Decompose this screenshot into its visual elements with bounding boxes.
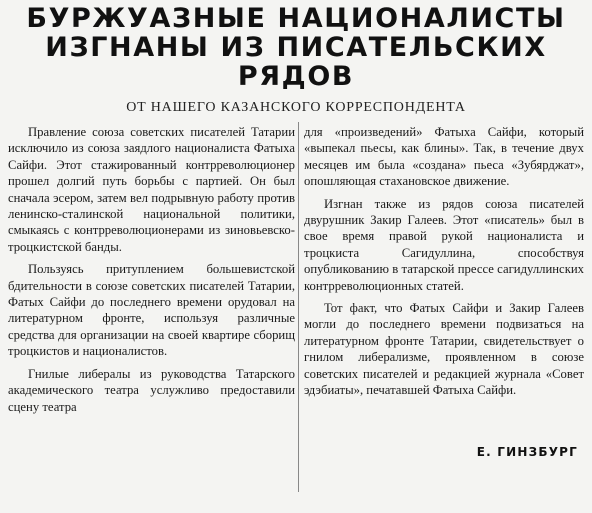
paragraph: Правление союза советских писателей Татарии исключило из союза заядлого националиста Фатыха Сайфи. Этот стажированный контрреволюционер прошел долгий путь борьбы с партией. Он был сначала эсером, затем вел подрывную работу против ленинско-сталинской национальной политики, смыкаясь с контрреволюционерами из зиновьевско-троцкистской банды. bbox=[8, 125, 295, 254]
headline-line-3: РЯДОВ bbox=[237, 61, 355, 92]
author-signature: Е. ГИНЗБУРГ bbox=[476, 445, 578, 459]
headline-line-1: БУРЖУАЗНЫЕ НАЦИОНАЛИСТЫ bbox=[26, 3, 566, 34]
paragraph: Изгнан также из рядов союза писателей двурушник Закир Галеев. Этот «писатель» был в свое время правой рукой националиста и троцкиста Сагидуллина, способствуя опубликованию в татарской прессе сагидуллинских контрреволюционных статей. bbox=[304, 196, 584, 293]
left-column bbox=[8, 124, 295, 421]
right-column bbox=[304, 124, 584, 405]
byline: ОТ НАШЕГО КАЗАНСКОГО КОРРЕСПОНДЕНТА bbox=[126, 100, 466, 115]
paragraph: Гнилые либералы из руководства Татарского академического театра услужливо предоставили сцену театра bbox=[8, 366, 295, 414]
column-divider bbox=[298, 122, 299, 492]
paragraph: для «произведений» Фатыха Сайфи, который «выпекал пьесы, как блины». Так, в течение двух месяцев им была «создана» пьеса «Зубярджат», опошляющая стахановское движение. bbox=[304, 125, 584, 189]
paragraph: Пользуясь притуплением большевистской бдительности в союзе советских писателей Татарии, Фатых Сайфи до последнего времени орудовал на литературном фронте, используя различные средства для организации на своей квартире сборищ троцкистов и националистов. bbox=[8, 262, 295, 359]
headline-line-2: ИЗГНАНЫ ИЗ ПИСАТЕЛЬСКИХ bbox=[45, 32, 547, 63]
article-headline bbox=[6, 4, 586, 91]
paragraph: Тот факт, что Фатых Сайфи и Закир Галеев могли до последнего времени подвизаться на литературном фронте Татарии, свидетельствует о гнилом либерализме, проявленном в союзе советских писателей и редакцией журнала «Совет эдэбиаты», печатавшей Фатыха Сайфи. bbox=[304, 301, 584, 398]
